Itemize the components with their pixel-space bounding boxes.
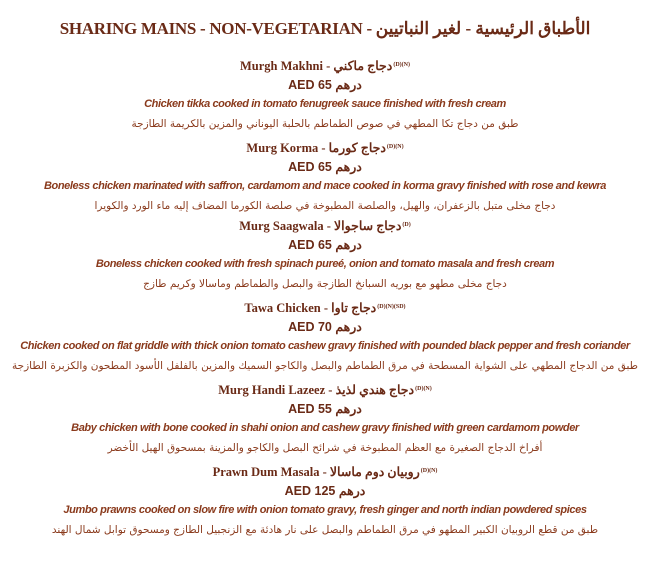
- item-price: AED 65 درهم: [288, 238, 362, 252]
- item-price: AED 70 درهم: [288, 320, 362, 334]
- item-name-text: Murg Korma - دجاج كورما: [246, 141, 386, 155]
- item-name: [8, 57, 642, 76]
- item-price: AED 55 درهم: [288, 402, 362, 416]
- item-description: Boneless chicken marinated with saffron, cardamom and mace cooked in korma gravy finished with rose and kewra: [43, 180, 606, 192]
- item-name-text: Murg Handi Lazeez - دجاج هندي لذيذ: [218, 383, 415, 397]
- item-description-arabic: أفراخ الدجاج الصغيرة مع العظم المطبوخة في شرائح البصل والكاجو والمزينة بمسحوق الهيل الأخضر: [107, 442, 543, 454]
- item-description-arabic: طبق من دجاج تكا المطهي في صوص الطماطم بالحلبة اليوناني والمزين بالكريمة الطازجة: [131, 118, 519, 130]
- menu-item: [0, 463, 650, 545]
- menu-item: [0, 57, 650, 139]
- section-title: SHARING MAINS - NON-VEGETARIAN - الأطباق الرئيسية - لغير النباتيين: [59, 19, 591, 38]
- item-name: [8, 139, 642, 158]
- menu-item: [0, 139, 650, 217]
- item-name: [8, 299, 642, 318]
- item-name-text: Tawa Chicken - دجاج تاوا: [244, 301, 377, 315]
- dietary-tags: (D)(N): [393, 62, 411, 68]
- item-description: Baby chicken with bone cooked in shahi onion and cashew gravy finished with green cardamom powder: [71, 422, 579, 434]
- item-price: AED 65 درهم: [288, 160, 362, 174]
- item-description-arabic: دجاج مخلى مطهو مع بوريه السبانخ الطازجة والبصل والطماطم وماسالا وكريم طازج: [143, 278, 507, 290]
- item-description: Chicken cooked on flat griddle with thick onion tomato cashew gravy finished with pounded black pepper and fresh coriander: [20, 340, 630, 352]
- menu-item: [0, 299, 650, 381]
- item-description-arabic: طبق من قطع الروبيان الكبير المطهو في مرق الطماطم والبصل على نار هادئة مع الزنجبيل الطازج ومسحوق توابل شمال الهند: [51, 524, 599, 536]
- item-name-text: Murgh Makhni - دجاج ماكني: [239, 59, 393, 73]
- item-name: [8, 381, 642, 400]
- item-name-text: Murg Saagwala - دجاج ساجوالا: [239, 219, 402, 233]
- item-name: [8, 217, 642, 236]
- item-name: [8, 463, 642, 482]
- item-description: Boneless chicken cooked with fresh spinach pureé, onion and tomato masala and fresh cream: [95, 258, 555, 270]
- menu-item: [0, 217, 650, 299]
- menu-items: [0, 57, 650, 545]
- item-description-arabic: طبق من الدجاج المطهي على الشواية المسطحة في مرق الطماطم والبصل والكاجو السميك والمزين بالفلفل الأسود المطحون والكزبرة الطازجة: [11, 360, 639, 372]
- menu-item: [0, 381, 650, 463]
- dietary-tags: (D)(N): [415, 386, 432, 392]
- item-price: AED 125 درهم: [284, 484, 366, 498]
- dietary-tags: (D)(N): [386, 144, 404, 150]
- item-price: AED 65 درهم: [288, 78, 362, 92]
- item-name-text: Prawn Dum Masala - روبيان دوم ماسالا: [212, 465, 420, 479]
- item-description: Jumbo prawns cooked on slow fire with onion tomato gravy, fresh ginger and north indian powdered spices: [63, 504, 587, 516]
- dietary-tags: (D)(N)(SD): [377, 304, 406, 310]
- dietary-tags: (D)(N): [420, 468, 438, 474]
- dietary-tags: (D): [402, 222, 411, 228]
- item-description: Chicken tikka cooked in tomato fenugreek sauce finished with fresh cream: [144, 98, 506, 110]
- item-description-arabic: دجاج مخلى متبل بالزعفران، والهيل، والصلصة المطبوخة في صلصة الكورما المضاف إليه ماء الورد والكويرا: [94, 200, 556, 212]
